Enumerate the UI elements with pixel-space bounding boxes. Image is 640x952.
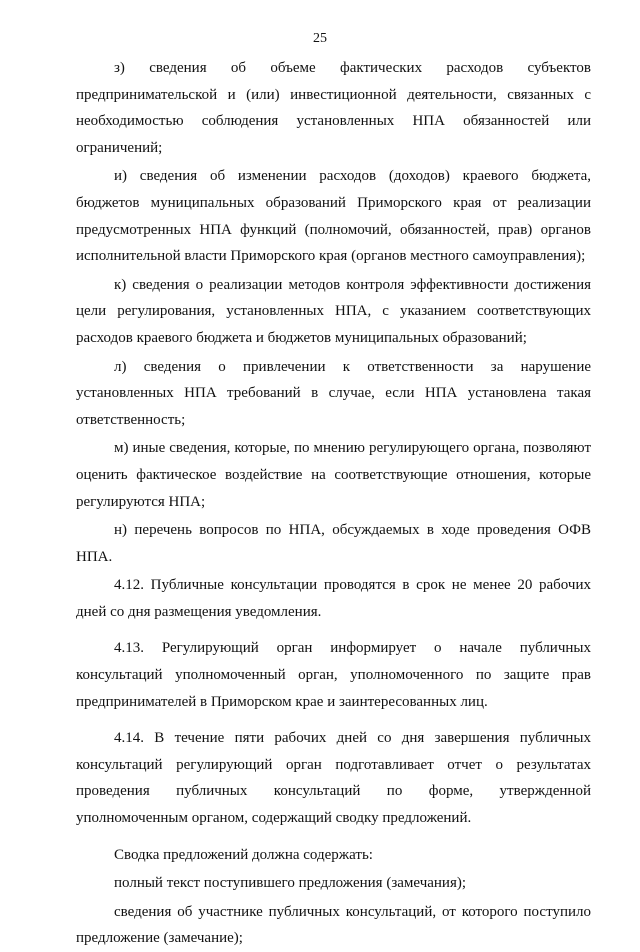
page-number: 25	[313, 31, 327, 46]
document-body	[76, 55, 591, 952]
paragraph-4-13: 4.13. Регулирующий орган информирует о начале публичных консультаций уполномоченный орган, уполномоченного по защите прав предпринимателей в Приморском крае и заинтересованных лиц.	[76, 640, 591, 710]
paragraph-summary-participant: сведения об участнике публичных консультаций, от которого поступило предложение (замечание);	[76, 903, 591, 947]
paragraph-item-z: з) сведения об объеме фактических расходов субъектов предпринимательской и (или) инвестиционной деятельности, связанных с необходимостью соблюдения установленных НПА обязанностей или ограничений;	[76, 60, 591, 156]
paragraph-item-m: м) иные сведения, которые, по мнению регулирующего органа, позволяют оценить фактическое воздействие на соответствующие отношения, которые регулируются НПА;	[76, 440, 591, 510]
paragraph-item-k: к) сведения о реализации методов контроля эффективности достижения цели регулирования, установленных НПА, с указанием соответствующих расходов краевого бюджета и бюджетов муниципальных образований;	[76, 276, 591, 346]
paragraph-4-14: 4.14. В течение пяти рабочих дней со дня завершения публичных консультаций регулирующий орган подготавливает отчет о результатах проведения публичных консультаций по форме, утвержденной уполномоченным органом, содержащий сводку предложений.	[76, 730, 591, 827]
paragraph-item-i: и) сведения об изменении расходов (доходов) краевого бюджета, бюджетов муниципальных образований Приморского края от реализации предусмотренных НПА функций (полномочий, обязанностей, прав) органов исполнительной власти Приморского края (органов местного самоуправления);	[76, 168, 591, 265]
paragraph-summary-intro: Сводка предложений должна содержать:	[114, 846, 373, 863]
paragraph-summary-text: полный текст поступившего предложения (замечания);	[114, 875, 467, 892]
paragraph-item-l: л) сведения о привлечении к ответственности за нарушение установленных НПА требований в случае, если НПА установлена такая ответственность;	[76, 358, 591, 428]
paragraph-item-n: н) перечень вопросов по НПА, обсуждаемых в ходе проведения ОФВ НПА.	[76, 522, 591, 565]
paragraph-4-12: 4.12. Публичные консультации проводятся в срок не менее 20 рабочих дней со дня размещения уведомления.	[76, 577, 591, 620]
